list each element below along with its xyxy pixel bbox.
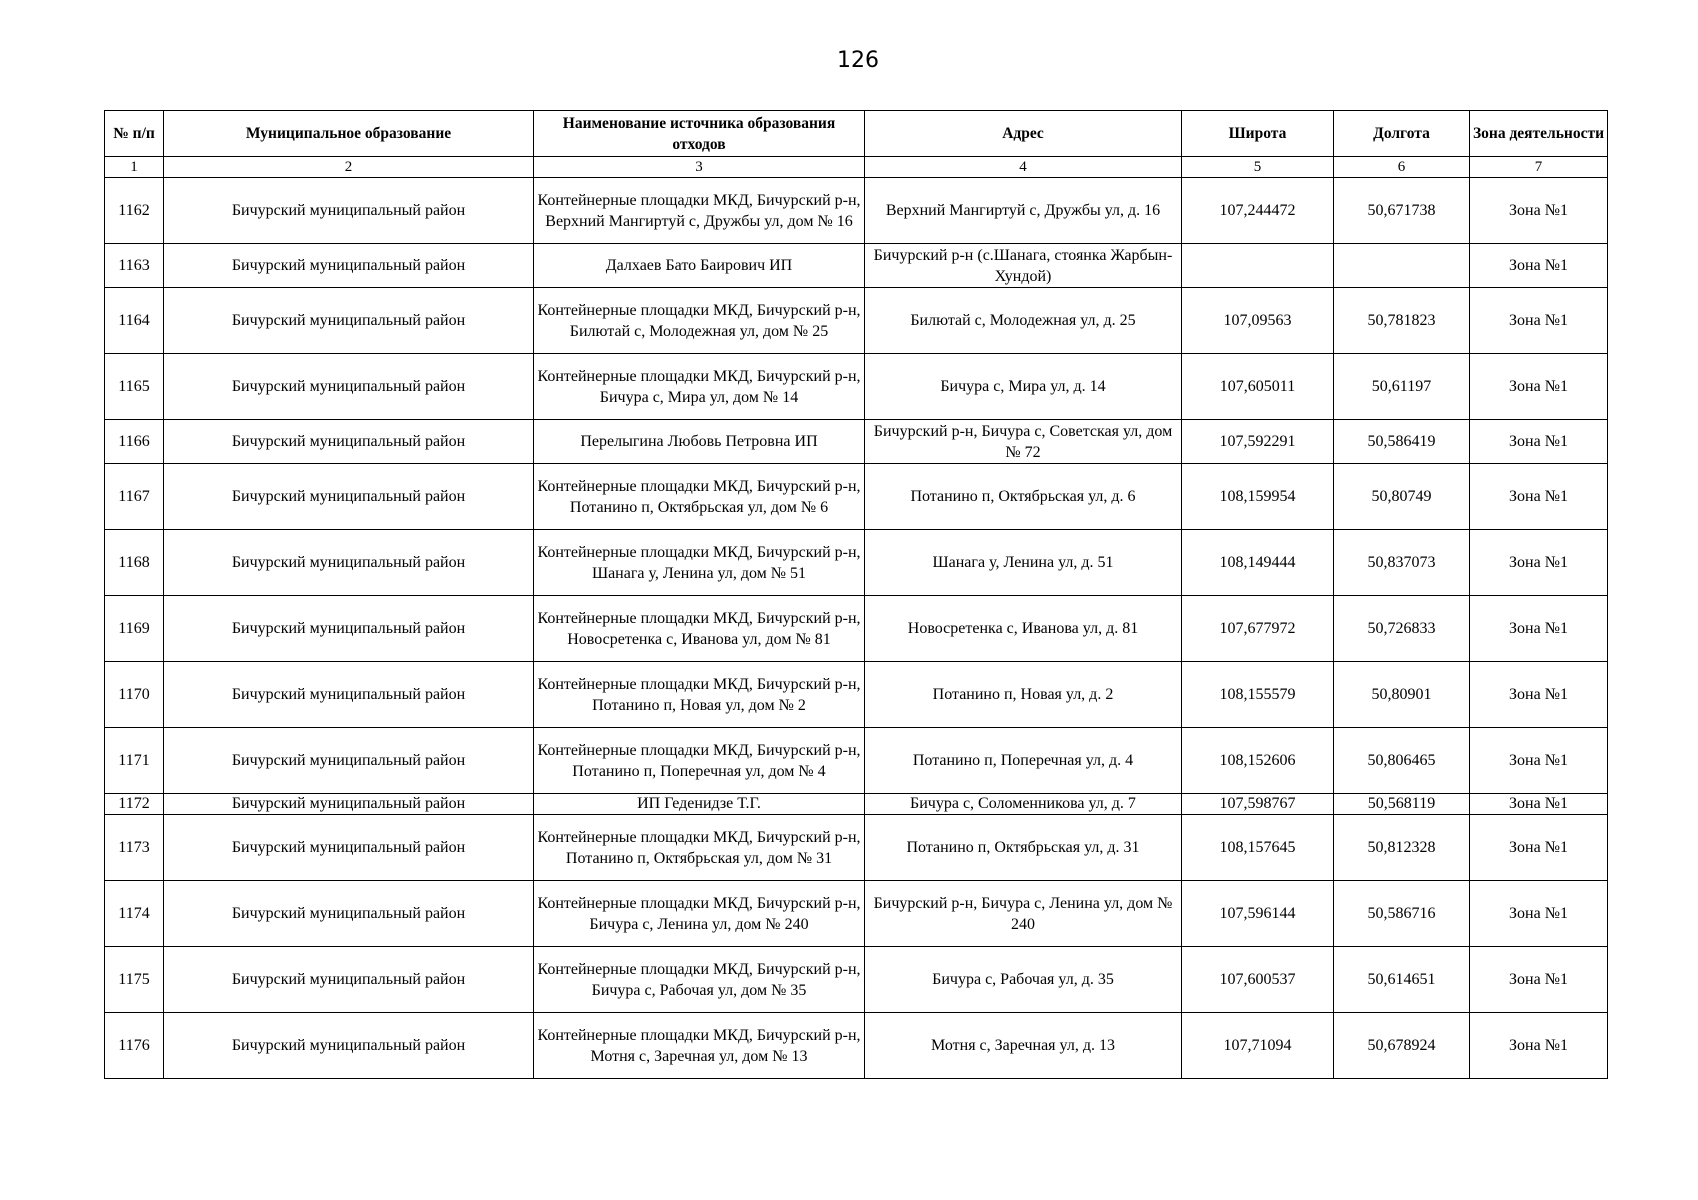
column-number: 5 [1182,157,1334,178]
row-number-cell: 1167 [105,464,164,530]
address-cell: Бичурский р-н, Бичура с, Ленина ул, дом № 240 [865,881,1182,947]
address-cell: Потанино п, Октябрьская ул, д. 31 [865,815,1182,881]
zone-cell: Зона №1 [1470,244,1608,288]
latitude-cell: 107,598767 [1182,794,1334,815]
column-number-row [105,157,1608,178]
table-row [105,596,1608,662]
municipality-cell: Бичурский муниципальный район [164,530,534,596]
table-row [105,178,1608,244]
column-number: 2 [164,157,534,178]
row-number-cell: 1166 [105,420,164,464]
municipality-cell: Бичурский муниципальный район [164,947,534,1013]
table-row [105,464,1608,530]
latitude-cell: 107,600537 [1182,947,1334,1013]
zone-cell: Зона №1 [1470,662,1608,728]
zone-cell: Зона №1 [1470,596,1608,662]
longitude-cell: 50,806465 [1334,728,1470,794]
municipality-cell: Бичурский муниципальный район [164,464,534,530]
source-name-cell: Контейнерные площадки МКД, Бичурский р-н, Шанага у, Ленина ул, дом № 51 [534,530,865,596]
column-number: 6 [1334,157,1470,178]
row-number-cell: 1168 [105,530,164,596]
longitude-cell: 50,568119 [1334,794,1470,815]
source-name-cell: Контейнерные площадки МКД, Бичурский р-н, Бичура с, Мира ул, дом № 14 [534,354,865,420]
row-number-cell: 1169 [105,596,164,662]
row-number-cell: 1164 [105,288,164,354]
municipality-cell: Бичурский муниципальный район [164,1013,534,1079]
column-number: 1 [105,157,164,178]
address-cell: Потанино п, Октябрьская ул, д. 6 [865,464,1182,530]
longitude-cell: 50,586419 [1334,420,1470,464]
address-cell: Бичура с, Соломенникова ул, д. 7 [865,794,1182,815]
longitude-cell: 50,80749 [1334,464,1470,530]
longitude-cell: 50,726833 [1334,596,1470,662]
latitude-cell: 107,71094 [1182,1013,1334,1079]
source-name-cell: Контейнерные площадки МКД, Бичурский р-н, Новосретенка с, Иванова ул, дом № 81 [534,596,865,662]
zone-cell: Зона №1 [1470,464,1608,530]
column-number: 7 [1470,157,1608,178]
header-cell-source-name: Наименование источника образования отходов [534,111,865,157]
zone-cell: Зона №1 [1470,288,1608,354]
header-row [105,111,1608,157]
longitude-cell: 50,614651 [1334,947,1470,1013]
source-name-cell: Контейнерные площадки МКД, Бичурский р-н, Билютай с, Молодежная ул, дом № 25 [534,288,865,354]
latitude-cell: 107,09563 [1182,288,1334,354]
longitude-cell: 50,671738 [1334,178,1470,244]
address-cell: Шанага у, Ленина ул, д. 51 [865,530,1182,596]
row-number-cell: 1162 [105,178,164,244]
table-row [105,354,1608,420]
source-name-cell: Контейнерные площадки МКД, Бичурский р-н, Потанино п, Новая ул, дом № 2 [534,662,865,728]
source-name-cell: Далхаев Бато Баирович ИП [534,244,865,288]
header-cell-municipality: Муниципальное образование [164,111,534,157]
row-number-cell: 1172 [105,794,164,815]
longitude-cell: 50,80901 [1334,662,1470,728]
row-number-cell: 1170 [105,662,164,728]
source-name-cell: Контейнерные площадки МКД, Бичурский р-н, Потанино п, Октябрьская ул, дом № 6 [534,464,865,530]
municipality-cell: Бичурский муниципальный район [164,662,534,728]
header-cell-number: № п/п [105,111,164,157]
municipality-cell: Бичурский муниципальный район [164,178,534,244]
table-row [105,794,1608,815]
source-name-cell: Контейнерные площадки МКД, Бичурский р-н, Верхний Мангиртуй с, Дружбы ул, дом № 16 [534,178,865,244]
table-row [105,881,1608,947]
longitude-cell: 50,586716 [1334,881,1470,947]
latitude-cell: 107,596144 [1182,881,1334,947]
source-name-cell: Контейнерные площадки МКД, Бичурский р-н, Бичура с, Ленина ул, дом № 240 [534,881,865,947]
column-number: 3 [534,157,865,178]
row-number-cell: 1175 [105,947,164,1013]
longitude-cell: 50,837073 [1334,530,1470,596]
header-cell-zone: Зона деятельности [1470,111,1608,157]
latitude-cell: 108,157645 [1182,815,1334,881]
row-number-cell: 1165 [105,354,164,420]
zone-cell: Зона №1 [1470,420,1608,464]
municipality-cell: Бичурский муниципальный район [164,420,534,464]
source-name-cell: Контейнерные площадки МКД, Бичурский р-н, Потанино п, Поперечная ул, дом № 4 [534,728,865,794]
table-row [105,530,1608,596]
table-row [105,1013,1608,1079]
latitude-cell: 108,159954 [1182,464,1334,530]
municipality-cell: Бичурский муниципальный район [164,244,534,288]
address-cell: Потанино п, Поперечная ул, д. 4 [865,728,1182,794]
zone-cell: Зона №1 [1470,728,1608,794]
table-row [105,947,1608,1013]
waste-sources-table [104,110,1608,1079]
latitude-cell: 108,152606 [1182,728,1334,794]
row-number-cell: 1176 [105,1013,164,1079]
zone-cell: Зона №1 [1470,530,1608,596]
municipality-cell: Бичурский муниципальный район [164,794,534,815]
municipality-cell: Бичурский муниципальный район [164,728,534,794]
address-cell: Бичурский р-н, Бичура с, Советская ул, дом № 72 [865,420,1182,464]
zone-cell: Зона №1 [1470,947,1608,1013]
zone-cell: Зона №1 [1470,178,1608,244]
address-cell: Бичура с, Рабочая ул, д. 35 [865,947,1182,1013]
address-cell: Мотня с, Заречная ул, д. 13 [865,1013,1182,1079]
zone-cell: Зона №1 [1470,815,1608,881]
source-name-cell: Контейнерные площадки МКД, Бичурский р-н, Потанино п, Октябрьская ул, дом № 31 [534,815,865,881]
municipality-cell: Бичурский муниципальный район [164,288,534,354]
address-cell: Потанино п, Новая ул, д. 2 [865,662,1182,728]
municipality-cell: Бичурский муниципальный район [164,881,534,947]
latitude-cell: 107,605011 [1182,354,1334,420]
longitude-cell: 50,812328 [1334,815,1470,881]
longitude-cell [1334,244,1470,288]
table-row [105,662,1608,728]
municipality-cell: Бичурский муниципальный район [164,596,534,662]
table-row [105,815,1608,881]
longitude-cell: 50,781823 [1334,288,1470,354]
row-number-cell: 1173 [105,815,164,881]
longitude-cell: 50,678924 [1334,1013,1470,1079]
source-name-cell: Контейнерные площадки МКД, Бичурский р-н, Бичура с, Рабочая ул, дом № 35 [534,947,865,1013]
latitude-cell: 107,677972 [1182,596,1334,662]
row-number-cell: 1163 [105,244,164,288]
address-cell: Новосретенка с, Иванова ул, д. 81 [865,596,1182,662]
header-cell-address: Адрес [865,111,1182,157]
address-cell: Бичурский р-н (с.Шанага, стоянка Жарбын-Хундой) [865,244,1182,288]
zone-cell: Зона №1 [1470,354,1608,420]
address-cell: Бичура с, Мира ул, д. 14 [865,354,1182,420]
latitude-cell [1182,244,1334,288]
municipality-cell: Бичурский муниципальный район [164,354,534,420]
table-row [105,420,1608,464]
source-name-cell: Перелыгина Любовь Петровна ИП [534,420,865,464]
source-name-cell: ИП Геденидзе Т.Г. [534,794,865,815]
latitude-cell: 107,592291 [1182,420,1334,464]
column-number: 4 [865,157,1182,178]
longitude-cell: 50,61197 [1334,354,1470,420]
row-number-cell: 1174 [105,881,164,947]
row-number-cell: 1171 [105,728,164,794]
latitude-cell: 108,155579 [1182,662,1334,728]
zone-cell: Зона №1 [1470,1013,1608,1079]
latitude-cell: 107,244472 [1182,178,1334,244]
latitude-cell: 108,149444 [1182,530,1334,596]
page-number: 126 [837,48,879,73]
source-name-cell: Контейнерные площадки МКД, Бичурский р-н, Мотня с, Заречная ул, дом № 13 [534,1013,865,1079]
header-cell-longitude: Долгота [1334,111,1470,157]
address-cell: Билютай с, Молодежная ул, д. 25 [865,288,1182,354]
zone-cell: Зона №1 [1470,794,1608,815]
header-cell-latitude: Широта [1182,111,1334,157]
table-row [105,728,1608,794]
address-cell: Верхний Мангиртуй с, Дружбы ул, д. 16 [865,178,1182,244]
table-row [105,288,1608,354]
municipality-cell: Бичурский муниципальный район [164,815,534,881]
zone-cell: Зона №1 [1470,881,1608,947]
table-row [105,244,1608,288]
